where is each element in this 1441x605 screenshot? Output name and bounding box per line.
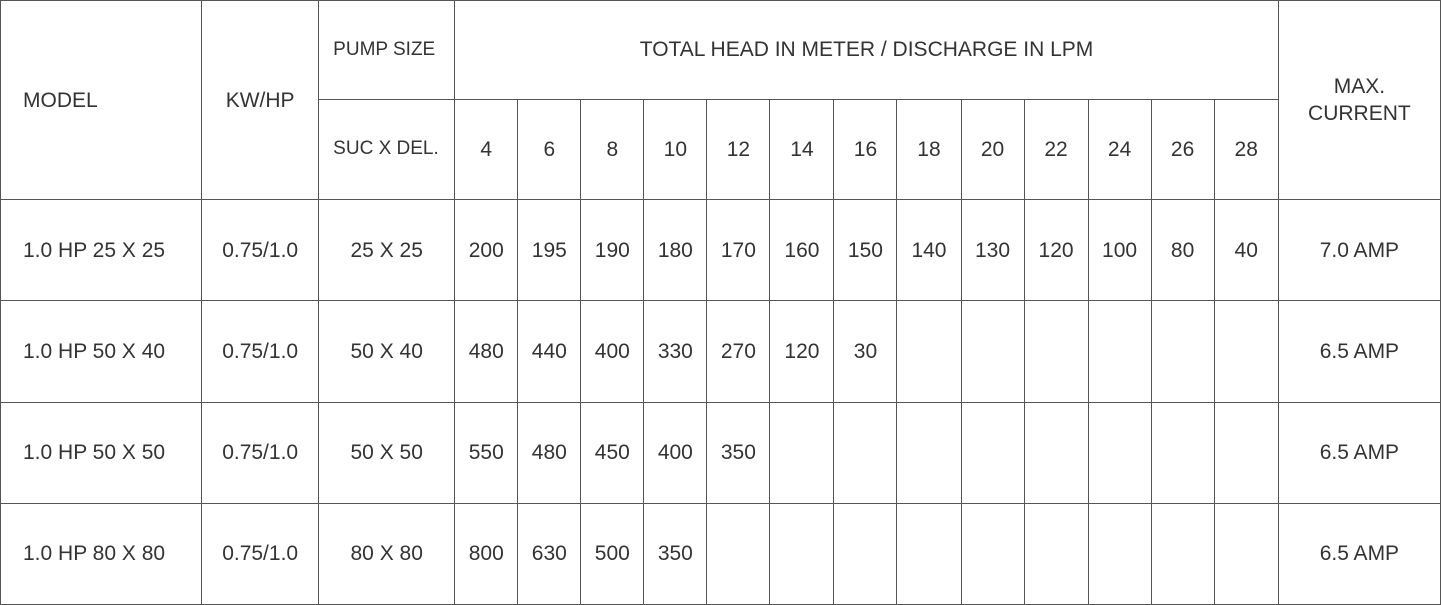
suc-del-header: SUC X DEL. [319,100,455,200]
size-cell: 80 X 80 [319,503,455,604]
discharge-cell [961,301,1024,402]
current-cell: 6.5 AMP [1278,402,1440,503]
head-header-8: 20 [961,100,1024,200]
discharge-cell: 630 [518,503,581,604]
discharge-cell [1151,301,1214,402]
discharge-cell: 100 [1088,200,1151,301]
discharge-cell [1024,402,1088,503]
model-cell: 1.0 HP 80 X 80 [1,503,202,604]
current-cell: 6.5 AMP [1278,301,1440,402]
data-rows [1,200,1441,605]
discharge-cell: 195 [518,200,581,301]
discharge-cell: 350 [644,503,707,604]
head-header-7: 18 [897,100,961,200]
discharge-cell: 330 [644,301,707,402]
discharge-cell: 480 [455,301,518,402]
discharge-cell [897,402,961,503]
max-current-line1: MAX. [1333,74,1386,98]
discharge-cell [1214,402,1278,503]
model-cell: 1.0 HP 50 X 50 [1,402,202,503]
kw-hp-cell: 0.75/1.0 [202,200,319,301]
discharge-cell: 180 [644,200,707,301]
discharge-cell: 170 [707,200,770,301]
discharge-cell [1151,402,1214,503]
discharge-cell: 40 [1214,200,1278,301]
header-row-1 [1,1,1441,100]
table-row [1,301,1441,402]
discharge-cell [1088,503,1151,604]
discharge-cell: 350 [707,402,770,503]
head-header-6: 16 [834,100,897,200]
discharge-cell: 400 [581,301,644,402]
discharge-cell: 130 [961,200,1024,301]
kw-hp-header: KW/HP [202,1,319,200]
discharge-cell [770,402,834,503]
table-row [1,200,1441,301]
discharge-cell: 120 [770,301,834,402]
discharge-cell: 120 [1024,200,1088,301]
discharge-cell: 150 [834,200,897,301]
discharge-cell: 550 [455,402,518,503]
discharge-cell: 480 [518,402,581,503]
discharge-cell: 160 [770,200,834,301]
discharge-cell [770,503,834,604]
head-header-0: 4 [455,100,518,200]
discharge-cell: 400 [644,402,707,503]
discharge-cell: 200 [455,200,518,301]
discharge-cell: 190 [581,200,644,301]
discharge-cell [834,402,897,503]
kw-hp-cell: 0.75/1.0 [202,301,319,402]
discharge-cell [1151,503,1214,604]
size-cell: 50 X 40 [319,301,455,402]
head-header-9: 22 [1024,100,1088,200]
discharge-cell [1214,503,1278,604]
head-header-3: 10 [644,100,707,200]
discharge-cell [834,503,897,604]
discharge-cell [961,402,1024,503]
head-header-4: 12 [707,100,770,200]
discharge-cell: 270 [707,301,770,402]
current-cell: 7.0 AMP [1278,200,1440,301]
discharge-cell: 80 [1151,200,1214,301]
discharge-cell [961,503,1024,604]
head-header-11: 26 [1151,100,1214,200]
discharge-cell [1024,503,1088,604]
head-header-12: 28 [1214,100,1278,200]
discharge-cell: 440 [518,301,581,402]
head-header-2: 8 [581,100,644,200]
discharge-cell: 140 [897,200,961,301]
discharge-cell [897,301,961,402]
max-current-header [1278,1,1440,200]
discharge-cell [897,503,961,604]
discharge-cell [1088,402,1151,503]
table-row [1,402,1441,503]
size-cell: 50 X 50 [319,402,455,503]
discharge-cell: 450 [581,402,644,503]
discharge-cell: 500 [581,503,644,604]
discharge-cell [707,503,770,604]
discharge-cell: 800 [455,503,518,604]
model-cell: 1.0 HP 50 X 40 [1,301,202,402]
total-head-header: TOTAL HEAD IN METER / DISCHARGE IN LPM [455,1,1279,100]
discharge-cell: 30 [834,301,897,402]
discharge-cell [1024,301,1088,402]
kw-hp-cell: 0.75/1.0 [202,503,319,604]
max-current-line2: CURRENT [1308,102,1411,126]
model-cell: 1.0 HP 25 X 25 [1,200,202,301]
kw-hp-cell: 0.75/1.0 [202,402,319,503]
head-header-5: 14 [770,100,834,200]
table-row [1,503,1441,604]
discharge-cell [1088,301,1151,402]
head-header-1: 6 [518,100,581,200]
current-cell: 6.5 AMP [1278,503,1440,604]
discharge-cell [1214,301,1278,402]
head-header-10: 24 [1088,100,1151,200]
model-header: MODEL [1,1,202,200]
pump-size-header: PUMP SIZE [319,1,455,100]
size-cell: 25 X 25 [319,200,455,301]
